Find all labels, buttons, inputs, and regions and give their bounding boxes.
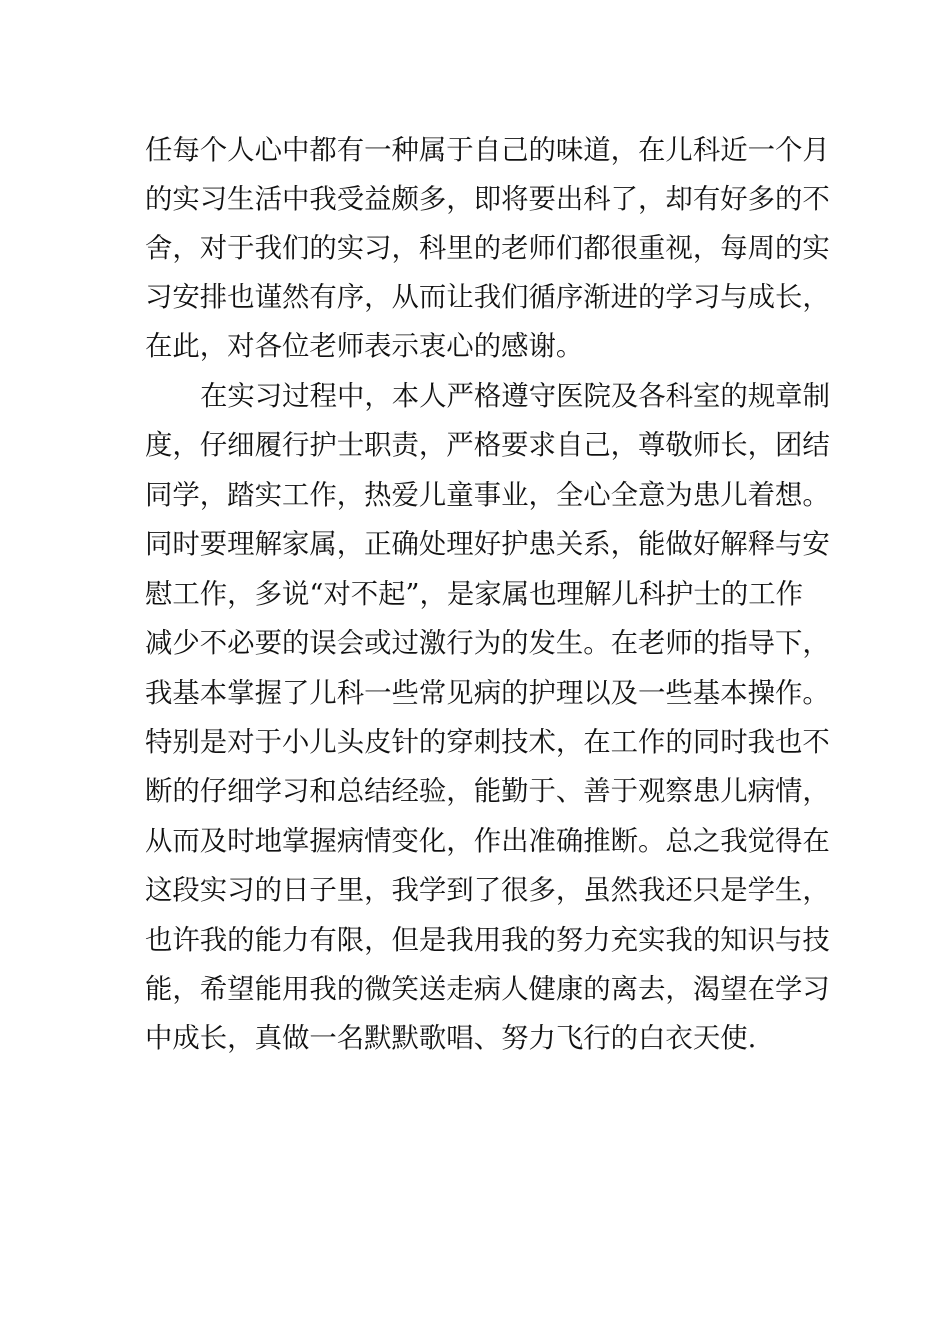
paragraph-1-line-4: 习安排也谨然有序，从而让我们循序渐进的学习与成长，	[145, 282, 830, 313]
paragraph-2-line-2: 度，仔细履行护士职责，严格要求自己，尊敬师长，团结	[145, 430, 830, 461]
paragraph-2-line-14: 中成长，真做一名默默歌唱、努力飞行的白衣天使.	[145, 1023, 757, 1054]
paragraph-2-line-10: 从而及时地掌握病情变化，作出准确推断。总之我觉得在	[145, 826, 830, 857]
paragraph-2-line-5: 慰工作，多说“对不起”，是家属也理解儿科护士的工作	[145, 579, 803, 610]
paragraph-1-line-3: 舍，对于我们的实习，科里的老师们都很重视，每周的实	[145, 233, 830, 264]
paragraph-2-line-3: 同学，踏实工作，热爱儿童事业，全心全意为患儿着想。	[145, 480, 830, 511]
paragraph-1-line-1: 任每个人心中都有一种属于自己的味道，在儿科近一个月	[145, 135, 830, 166]
paragraph-2-line-7: 我基本掌握了儿科一些常见病的护理以及一些基本操作。	[145, 678, 830, 709]
paragraph-2-line-11: 这段实习的日子里，我学到了很多，虽然我还只是学生，	[145, 875, 830, 906]
paragraph-2-line-9: 断的仔细学习和总结经验，能勤于、善于观察患儿病情，	[145, 776, 830, 807]
paragraph-2-line-12: 也许我的能力有限，但是我用我的努力充实我的知识与技	[145, 925, 830, 956]
paragraph-2-line-4: 同时要理解家属，正确处理好护患关系，能做好解释与安	[145, 529, 830, 560]
paragraph-1-line-5: 在此，对各位老师表示衷心的感谢。	[145, 331, 584, 362]
paragraph-2-line-13: 能，希望能用我的微笑送走病人健康的离去，渴望在学习	[145, 974, 830, 1005]
paragraph-2-line-8: 特别是对于小儿头皮针的穿刺技术，在工作的同时我也不	[145, 727, 830, 758]
paragraph-2-line-1: 在实习过程中，本人严格遵守医院及各科室的规章制	[200, 381, 830, 412]
paragraph-2-line-6: 减少不必要的误会或过激行为的发生。在老师的指导下，	[145, 628, 830, 659]
paragraph-1-line-2: 的实习生活中我受益颇多，即将要出科了，却有好多的不	[145, 184, 830, 215]
